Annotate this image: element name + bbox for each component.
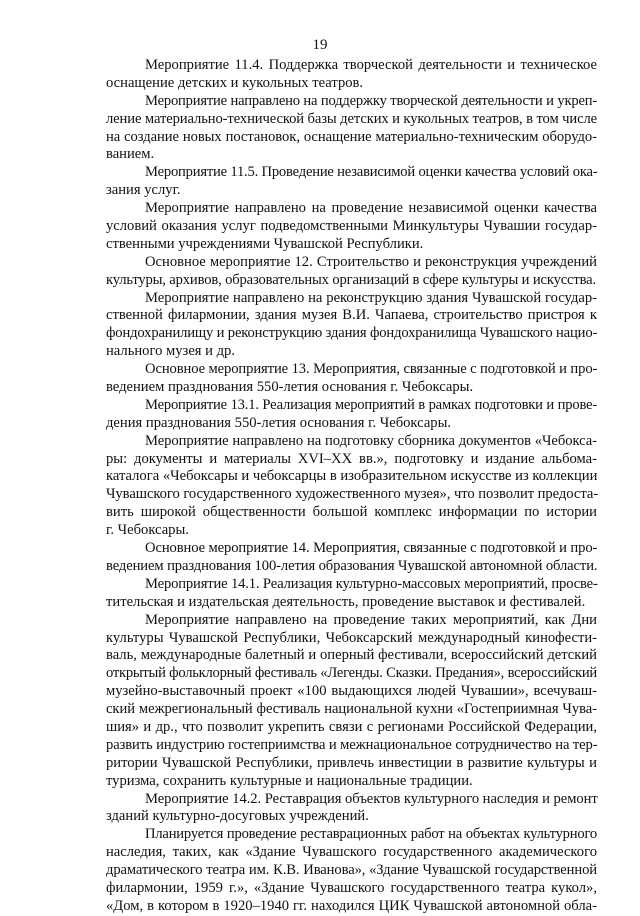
text-line: ственными учреждениями Чувашской Республики. bbox=[106, 235, 424, 252]
text-line: Мероприятие направлено на подготовку сборника документов «Чебокса- bbox=[145, 432, 597, 449]
text-line: Мероприятие направлено на проведение таких мероприятий, как Дни bbox=[145, 611, 597, 628]
text-line: нального музея и др. bbox=[106, 343, 235, 360]
text-line: Основное мероприятие 14. Мероприятия, связанные с подготовкой и про- bbox=[145, 540, 598, 557]
paragraph-main-measure-12-title bbox=[106, 254, 597, 290]
paragraph-measure-14-1-description bbox=[106, 612, 597, 791]
text-line: драматического театра им. К.В. Иванова», «Здание Чувашской государственной bbox=[106, 862, 597, 879]
text-line: «Дом, в котором в 1920–1940 гг. находился ЦИК Чувашской автономной обла- bbox=[106, 897, 597, 914]
paragraph-measure-11-5-description bbox=[106, 200, 597, 254]
text-line: Основное мероприятие 12. Строительство и реконструкция учреждений bbox=[145, 253, 597, 270]
text-line: культуры, архивов, образовательных организаций в сфере культуры и искусства. bbox=[106, 271, 596, 288]
text-line: шия» и др., что позволит укрепить связи с регионами Российской Федерации, bbox=[106, 718, 597, 735]
text-line: условий оказания услуг подведомственными Минкультуры Чувашии государ- bbox=[106, 218, 597, 235]
text-line: открытый фольклорный фестиваль «Легенды. Сказки. Предания», всероссийский bbox=[106, 665, 597, 682]
text-line: ритории Чувашской Республики, привлечь инвестиции в развитие культуры и bbox=[106, 754, 597, 771]
text-line: зания услуг. bbox=[106, 182, 181, 199]
text-line: Мероприятие направлено на проведение независимой оценки качества bbox=[145, 200, 597, 217]
text-line: ведением празднования 550-летия основания г. Чебоксары. bbox=[106, 379, 474, 396]
text-line: развить индустрию гостеприимства и межнациональное сотрудничество на тер- bbox=[106, 736, 598, 753]
paragraph-measure-14-2-title bbox=[106, 791, 597, 827]
text-line: Мероприятие направлено на поддержку творческой деятельности и укреп- bbox=[145, 92, 597, 109]
text-line: г. Чебоксары. bbox=[106, 522, 189, 539]
text-line: тительская и издательская деятельность, проведение выставок и фестивалей. bbox=[106, 593, 586, 610]
text-line: Мероприятие 13.1. Реализация мероприятий в рамках подготовки и прове- bbox=[145, 396, 597, 413]
text-line: Чувашского государственного художественного музея», что позволит предоста- bbox=[106, 486, 599, 503]
paragraph-measure-13-1-title bbox=[106, 397, 597, 433]
text-line: ры: документы и материалы XVI–XX вв.», подготовку и издание альбома- bbox=[106, 450, 597, 467]
document-body bbox=[106, 57, 597, 916]
text-line: ственной филармонии, здания музея В.И. Чапаева, строительство пристроя к bbox=[106, 307, 597, 324]
text-line: оснащение детских и кукольных театров. bbox=[106, 74, 364, 91]
text-line: ведением празднования 100-летия образования Чувашской автономной области. bbox=[106, 557, 598, 574]
paragraph-main-measure-13-title bbox=[106, 361, 597, 397]
text-line: вить широкой общественности большой комплекс информации по истории bbox=[106, 504, 597, 521]
paragraph-measure-14-1-title bbox=[106, 576, 597, 612]
text-line: Мероприятие 14.1. Реализация культурно-массовых мероприятий, просве- bbox=[145, 575, 598, 592]
paragraph-main-measure-14-title bbox=[106, 540, 597, 576]
text-line: Мероприятие 14.2. Реставрация объектов культурного наследия и ремонт bbox=[145, 790, 598, 807]
text-line: туризма, сохранить культурные и национальные традиции. bbox=[106, 772, 473, 789]
paragraph-measure-11-4-title bbox=[106, 57, 597, 93]
page-number: 19 bbox=[312, 37, 328, 53]
paragraph-measure-11-5-title bbox=[106, 164, 597, 200]
text-line: на создание новых постановок, оснащение материально-техническим оборудо- bbox=[106, 128, 597, 145]
paragraph-measure-13-1-description bbox=[106, 433, 597, 540]
text-line: Основное мероприятие 13. Мероприятия, связанные с подготовкой и про- bbox=[145, 361, 598, 378]
text-line: ванием. bbox=[106, 146, 155, 163]
text-line: каталога «Чебоксары и чебоксарцы в изобразительном искусстве из коллекции bbox=[106, 468, 598, 485]
text-line: Мероприятие 11.5. Проведение независимой оценки качества условий ока- bbox=[145, 164, 598, 181]
paragraph-measure-14-2-description bbox=[106, 826, 597, 915]
text-line: фондохранилищу и реконструкцию здания фондохранилища Чувашского нацио- bbox=[106, 325, 598, 342]
text-line: наследия, таких, как «Здание Чувашского государственного академического bbox=[106, 844, 597, 861]
text-line: зданий культурно-досуговых учреждений. bbox=[106, 808, 369, 825]
text-line: музейно-выставочный проект «100 выдающихся людей Чувашии», всечуваш- bbox=[106, 683, 597, 700]
text-line: культуры Чувашской Республики, Чебоксарский международный кинофести- bbox=[106, 629, 597, 646]
text-line: филармонии, 1959 г.», «Здание Чувашского государственного театра кукол», bbox=[106, 879, 597, 896]
paragraph-main-measure-12-description bbox=[106, 290, 597, 362]
text-line: Мероприятие 11.4. Поддержка творческой деятельности и техническое bbox=[145, 57, 597, 73]
text-line: Мероприятие направлено на реконструкцию здания Чувашской государ- bbox=[145, 289, 597, 306]
text-line: дения празднования 550-летия основания г. Чебоксары. bbox=[106, 414, 452, 431]
text-line: Планируется проведение реставрационных работ на объектах культурного bbox=[145, 826, 597, 843]
text-line: ление материально-технической базы детских и кукольных театров, в том числе bbox=[106, 110, 598, 127]
text-line: валь, международные балетный и оперный фестивали, всероссийский детский bbox=[106, 647, 597, 664]
paragraph-measure-11-4-description bbox=[106, 93, 597, 165]
text-line: ский межрегиональный фестиваль национальной кухни «Гостеприимная Чува- bbox=[106, 701, 597, 718]
